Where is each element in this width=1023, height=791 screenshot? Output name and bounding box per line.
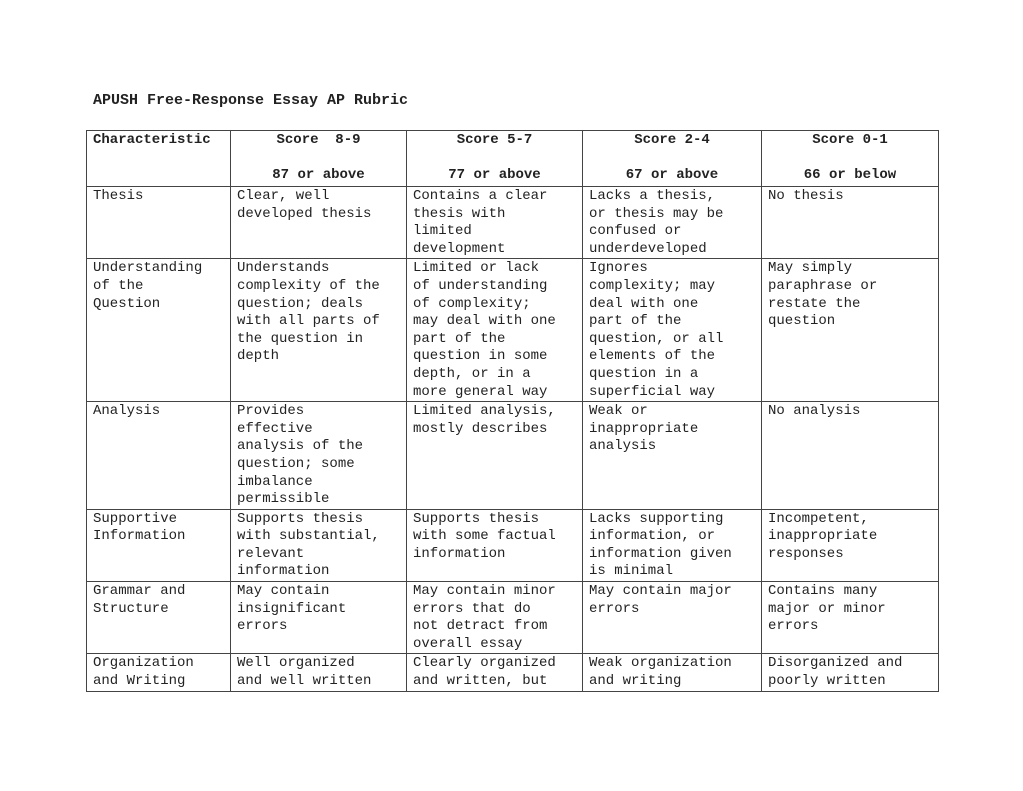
table-row-thesis	[87, 187, 939, 259]
table-cell: Lacks supporting information, or information given is minimal	[583, 509, 762, 581]
table-cell: Lacks a thesis, or thesis may be confused or underdeveloped	[583, 187, 762, 259]
table-cell: May contain insignificant errors	[231, 582, 407, 654]
score-percent: 77 or above	[448, 167, 541, 183]
score-percent: 67 or above	[625, 167, 719, 183]
score-label: Score 2-4	[634, 132, 710, 148]
table-cell: Supports thesis with substantial, relevant information	[231, 509, 407, 581]
table-cell: Weak organization and writing	[583, 654, 762, 691]
row-label: Analysis	[87, 402, 231, 510]
table-cell: Supports thesis with some factual information	[407, 509, 583, 581]
table-cell: Limited or lack of understanding of complexity; may deal with one part of the question in some depth, or in a more general way	[407, 259, 583, 402]
rubric-table	[86, 130, 939, 692]
score-label: Score 8-9	[276, 132, 361, 148]
table-cell: Incompetent, inappropriate responses	[762, 509, 939, 581]
table-cell: May simply paraphrase or restate the question	[762, 259, 939, 402]
table-row-analysis	[87, 402, 939, 510]
table-row-grammar	[87, 582, 939, 654]
table-cell: Limited analysis, mostly describes	[407, 402, 583, 510]
row-label: Supportive Information	[87, 509, 231, 581]
score-percent: 87 or above	[272, 167, 365, 183]
header-characteristic: Characteristic	[87, 131, 231, 187]
row-label: Organization and Writing	[87, 654, 231, 691]
table-cell: Clear, well developed thesis	[231, 187, 407, 259]
header-score-2-4	[583, 131, 762, 187]
table-cell: May contain major errors	[583, 582, 762, 654]
header-score-5-7	[407, 131, 583, 187]
score-label: Score 0-1	[812, 132, 888, 148]
document-title: APUSH Free-Response Essay AP Rubric	[93, 92, 409, 109]
table-cell: Understands complexity of the question; deals with all parts of the question in depth	[231, 259, 407, 402]
table-cell: No analysis	[762, 402, 939, 510]
table-cell: No thesis	[762, 187, 939, 259]
header-score-0-1	[762, 131, 939, 187]
table-row-understanding	[87, 259, 939, 402]
table-cell: Provides effective analysis of the question; some imbalance permissible	[231, 402, 407, 510]
table-cell: Contains many major or minor errors	[762, 582, 939, 654]
header-score-8-9	[231, 131, 407, 187]
table-header-row	[87, 131, 939, 187]
table-cell: Contains a clear thesis with limited development	[407, 187, 583, 259]
row-label: Grammar and Structure	[87, 582, 231, 654]
table-cell: Weak or inappropriate analysis	[583, 402, 762, 510]
row-label: Understanding of the Question	[87, 259, 231, 402]
table-cell: Ignores complexity; may deal with one part of the question, or all elements of the question in a superficial way	[583, 259, 762, 402]
table-cell: Disorganized and poorly written	[762, 654, 939, 691]
score-percent: 66 or below	[803, 167, 897, 183]
table-cell: Clearly organized and written, but	[407, 654, 583, 691]
table-row-supportive-information	[87, 509, 939, 581]
row-label: Thesis	[87, 187, 231, 259]
table-cell: May contain minor errors that do not detract from overall essay	[407, 582, 583, 654]
score-label: Score 5-7	[456, 132, 533, 148]
table-cell: Well organized and well written	[231, 654, 407, 691]
table-row-organization	[87, 654, 939, 691]
